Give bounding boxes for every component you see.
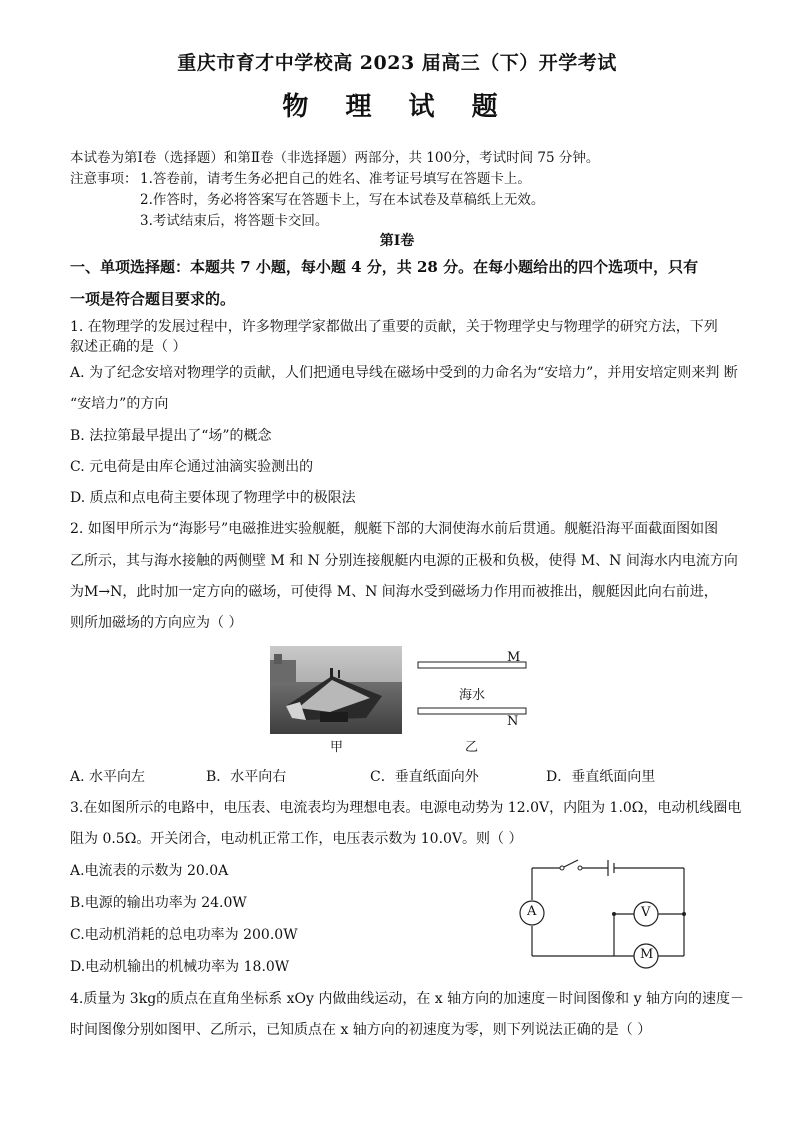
- q2-stem-line-2: 乙所示，其与海水接触的两侧壁 M 和 N 分别连接舰艇内电源的正极和负极，使得 M、N 间海水内电流方向: [70, 553, 738, 569]
- q1-stem-line-2: 叙述正确的是（ ）: [70, 339, 187, 355]
- q3-stem-line-2: 阻为 0.5Ω。开关闭合，电动机正常工作，电压表示数为 10.0V。则（ ）: [70, 831, 523, 847]
- q4-stem-line-1: 4.质量为 3kg的质点在直角坐标系 xOy 内做曲线运动，在 x 轴方向的加速度－时间图像和 y 轴方向的速度－: [70, 991, 744, 1007]
- note-item-1: 1.答卷前，请考生务必把自己的姓名、准考证号填写在答题卡上。: [140, 171, 531, 187]
- plate-n-label: N: [507, 714, 519, 729]
- q2-stem-line-1: 2. 如图甲所示为“海影号”电磁推进实验舰艇，舰艇下部的大洞使海水前后贯通。舰艇沿海平面截面图如图: [70, 521, 719, 537]
- section-instruction-line-1: 一、单项选择题：本题共 7 小题，每小题 4 分，共 28 分。在每小题给出的四个选项中，只有: [70, 258, 699, 276]
- note-item-3: 3.考试结束后，将答题卡交回。: [140, 213, 329, 229]
- figure-b-caption: 乙: [465, 740, 479, 755]
- ammeter-label: A: [527, 904, 537, 919]
- q2-option-a: A. 水平向左: [70, 769, 146, 785]
- q1-option-a-line-2: “安培力”的方向: [70, 396, 169, 412]
- notes-label: 注意事项：: [70, 171, 138, 187]
- exam-title: 重庆市育才中学校高 2023 届高三（下）开学考试: [177, 52, 617, 74]
- q1-option-d: D. 质点和点电荷主要体现了物理学中的极限法: [70, 490, 356, 506]
- q2-option-b: B．水平向右: [206, 769, 287, 785]
- seawater-label: 海水: [459, 688, 486, 703]
- q3-stem-line-1: 3.在如图所示的电路中，电压表、电流表均为理想电表。电源电动势为 12.0V，内阻为 1.0Ω，电动机线圈电: [70, 800, 742, 816]
- subject-title: 物 理 试 题: [282, 92, 512, 122]
- q3-option-d: D.电动机输出的机械功率为 18.0W: [70, 959, 290, 975]
- circuit-diagram: [514, 850, 694, 974]
- q2-stem-line-4: 则所加磁场的方向应为（ ）: [70, 615, 243, 631]
- q1-option-b: B. 法拉第最早提出了“场”的概念: [70, 428, 272, 444]
- q1-option-a-line-1: A. 为了纪念安培对物理学的贡献，人们把通电导线在磁场中受到的力命名为“安培力”，并用安培定则来判 断: [70, 365, 738, 381]
- q3-option-c: C.电动机消耗的总电功率为 200.0W: [70, 927, 298, 943]
- q3-option-a: A.电流表的示数为 20.0A: [70, 863, 229, 879]
- ship-photo: [270, 646, 402, 734]
- section-instruction-line-2: 一项是符合题目要求的。: [70, 290, 236, 308]
- q2-option-d: D．垂直纸面向里: [546, 769, 656, 785]
- figure-a-caption: 甲: [330, 740, 344, 755]
- exam-intro: 本试卷为第Ⅰ卷（选择题）和第Ⅱ卷（非选择题）两部分，共 100分，考试时间 75 分钟。: [70, 150, 600, 166]
- note-item-2: 2.作答时，务必将答案写在答题卡上，写在本试卷及草稿纸上无效。: [140, 192, 545, 208]
- voltmeter-label: V: [641, 905, 651, 920]
- part-heading: 第Ⅰ卷: [379, 233, 415, 249]
- q1-stem-line-1: 1. 在物理学的发展过程中，许多物理学家都做出了重要的贡献，关于物理学史与物理学的研究方法，下列: [70, 319, 718, 335]
- q1-option-c: C. 元电荷是由库仑通过油滴实验测出的: [70, 459, 314, 475]
- q4-stem-line-2: 时间图像分别如图甲、乙所示，已知质点在 x 轴方向的初速度为零，则下列说法正确的是（ ）: [70, 1022, 652, 1038]
- motor-label: M: [640, 947, 654, 962]
- q3-option-b: B.电源的输出功率为 24.0W: [70, 895, 247, 911]
- plate-m-label: M: [507, 650, 521, 665]
- q2-stem-line-3: 为M→N，此时加一定方向的磁场，可使得 M、N 间海水受到磁场力作用而被推出，舰艇因此向右前进，: [70, 584, 718, 600]
- q2-option-c: C．垂直纸面向外: [370, 769, 479, 785]
